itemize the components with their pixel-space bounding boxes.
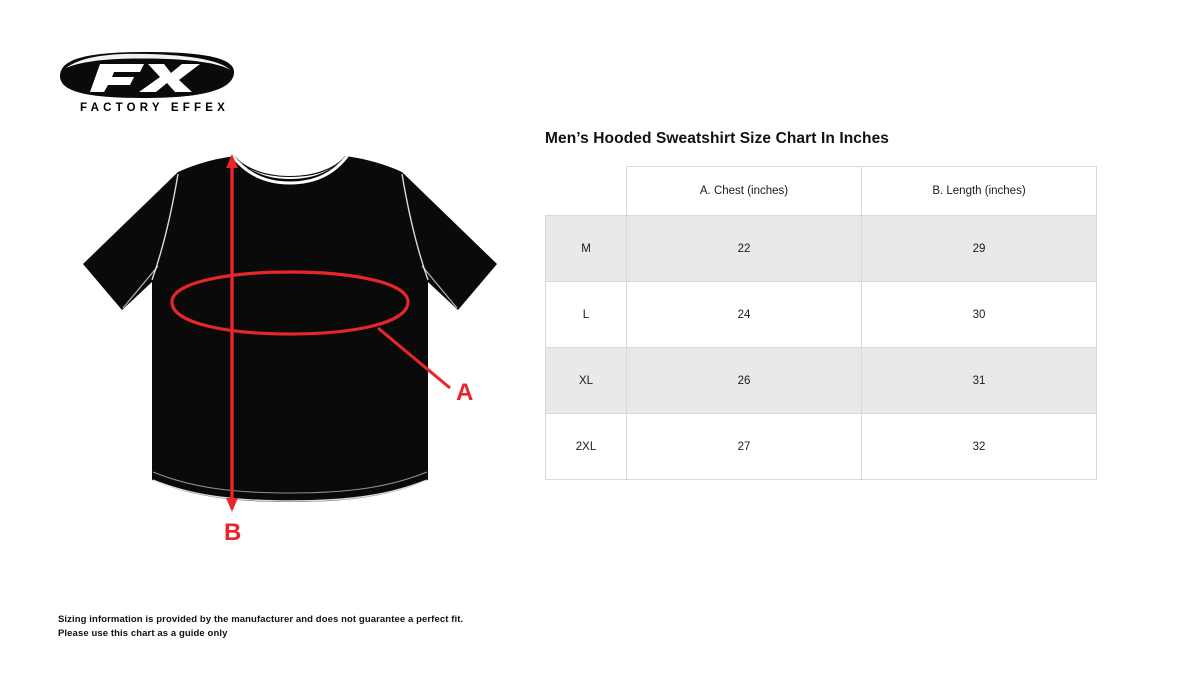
shirt-diagram bbox=[60, 150, 520, 550]
label-a: A bbox=[456, 379, 474, 406]
header-length: B. Length (inches) bbox=[862, 167, 1097, 216]
footnote-line-2: Please use this chart as a guide only bbox=[58, 627, 228, 639]
size-chart-table bbox=[545, 166, 1097, 480]
cell-length: 31 bbox=[862, 348, 1097, 414]
cell-length: 30 bbox=[862, 282, 1097, 348]
header-chest: A. Chest (inches) bbox=[627, 167, 862, 216]
cell-chest: 24 bbox=[627, 282, 862, 348]
cell-chest: 27 bbox=[627, 414, 862, 480]
header-blank bbox=[546, 167, 627, 216]
fx-logo-icon bbox=[52, 50, 242, 98]
cell-length: 29 bbox=[862, 216, 1097, 282]
cell-chest: 26 bbox=[627, 348, 862, 414]
table-row bbox=[546, 282, 1097, 348]
cell-size: XL bbox=[546, 348, 627, 414]
label-b: B bbox=[224, 519, 242, 546]
table-header-row bbox=[546, 167, 1097, 216]
cell-size: M bbox=[546, 216, 627, 282]
cell-length: 32 bbox=[862, 414, 1097, 480]
cell-chest: 22 bbox=[627, 216, 862, 282]
footnote-line-1: Sizing information is provided by the manufacturer and does not guarantee a perfect fit. bbox=[58, 614, 464, 625]
cell-size: L bbox=[546, 282, 627, 348]
table-row bbox=[546, 348, 1097, 414]
table-row bbox=[546, 216, 1097, 282]
cell-size: 2XL bbox=[546, 414, 627, 480]
shirt-silhouette bbox=[83, 155, 497, 502]
brand-wordmark: FACTORY EFFEX bbox=[80, 102, 229, 114]
table-row bbox=[546, 414, 1097, 480]
size-chart-panel bbox=[545, 130, 1105, 480]
chart-title: Men’s Hooded Sweatshirt Size Chart In Inches bbox=[545, 130, 890, 147]
brand-logo bbox=[52, 50, 252, 120]
footnote bbox=[58, 613, 463, 640]
